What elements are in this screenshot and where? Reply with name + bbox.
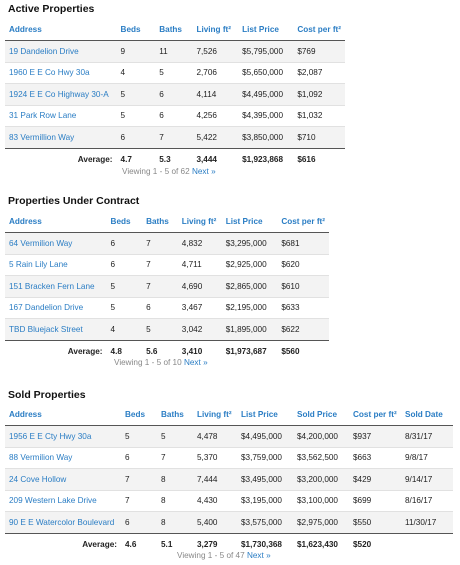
baths-cell: 6 (155, 84, 192, 106)
address-link[interactable]: 90 E E Watercolor Boulevard (5, 512, 121, 534)
next-page-link[interactable]: Next » (183, 358, 208, 367)
address-link[interactable]: 167 Dandelion Drive (5, 297, 107, 319)
cost-per-ft-cell: $610 (277, 276, 329, 298)
contract-pagination (114, 358, 208, 367)
living-cell: 5,422 (192, 127, 238, 149)
cost-per-ft-cell: $663 (349, 447, 401, 469)
cost-per-ft-cell: $633 (277, 297, 329, 319)
sold-price-cell: $2,975,000 (293, 512, 349, 534)
column-header-baths[interactable]: Baths (142, 210, 178, 233)
address-link[interactable]: 83 Vermillion Way (5, 127, 117, 149)
list-price-cell: $3,759,000 (237, 447, 293, 469)
average-baths: 5.3 (159, 155, 171, 164)
column-header-cost-per-ft[interactable]: Cost per ft² (349, 403, 401, 426)
beds-cell: 5 (107, 297, 143, 319)
viewing-count: Viewing 1 - 5 of 62 (122, 167, 190, 176)
sold-price-cell: $3,200,000 (293, 469, 349, 491)
table-row (5, 233, 329, 255)
active-pagination (122, 167, 216, 176)
living-cell: 5,400 (193, 512, 237, 534)
cost-per-ft-cell: $620 (277, 254, 329, 276)
table-row (5, 84, 345, 106)
beds-cell: 6 (117, 127, 156, 149)
cost-per-ft-cell: $2,087 (293, 62, 345, 84)
list-price-cell: $1,895,000 (222, 319, 278, 341)
column-header-living[interactable]: Living ft² (193, 403, 237, 426)
average-label: Average: (77, 155, 113, 164)
average-sold-date (401, 533, 453, 556)
living-cell: 4,114 (192, 84, 238, 106)
address-link[interactable]: 209 Western Lake Drive (5, 490, 121, 512)
living-cell: 4,690 (178, 276, 222, 298)
sold-pagination (177, 551, 271, 560)
column-header-address[interactable]: Address (5, 210, 107, 233)
address-link[interactable]: TBD Bluejack Street (5, 319, 107, 341)
column-header-baths[interactable]: Baths (155, 18, 192, 41)
list-price-cell: $3,850,000 (238, 127, 293, 149)
beds-cell: 5 (117, 84, 156, 106)
address-link[interactable]: 1924 E E Co Highway 30-A (5, 84, 117, 106)
column-header-address[interactable]: Address (5, 18, 117, 41)
average-beds: 4.7 (120, 155, 132, 164)
next-page-link[interactable]: Next » (191, 167, 216, 176)
table-row (5, 127, 345, 149)
sold-properties-title: Sold Properties (8, 389, 86, 401)
sold-date-cell: 11/30/17 (401, 512, 453, 534)
beds-cell: 6 (107, 254, 143, 276)
baths-cell: 6 (155, 105, 192, 127)
table-row (5, 41, 345, 63)
column-header-sold-price[interactable]: Sold Price (293, 403, 349, 426)
list-price-cell: $2,195,000 (222, 297, 278, 319)
address-link[interactable]: 1960 E E Co Hwy 30a (5, 62, 117, 84)
average-baths: 5.6 (146, 347, 158, 356)
table-row (5, 254, 329, 276)
baths-cell: 7 (142, 276, 178, 298)
baths-cell: 6 (142, 297, 178, 319)
active-properties-title: Active Properties (8, 3, 95, 15)
baths-cell: 7 (157, 447, 193, 469)
table-row (5, 62, 345, 84)
viewing-count: Viewing 1 - 5 of 47 (177, 551, 245, 560)
column-header-living[interactable]: Living ft² (178, 210, 222, 233)
living-cell: 4,711 (178, 254, 222, 276)
list-price-cell: $4,495,000 (238, 84, 293, 106)
average-cost-per-ft: $560 (281, 347, 300, 356)
sold-date-cell: 9/14/17 (401, 469, 453, 491)
baths-cell: 5 (142, 319, 178, 341)
living-cell: 3,467 (178, 297, 222, 319)
beds-cell: 4 (107, 319, 143, 341)
baths-cell: 5 (155, 62, 192, 84)
average-cost-per-ft: $520 (353, 540, 372, 549)
list-price-cell: $2,865,000 (222, 276, 278, 298)
table-header-row (5, 403, 453, 426)
living-cell: 5,370 (193, 447, 237, 469)
baths-cell: 8 (157, 469, 193, 491)
column-header-beds[interactable]: Beds (117, 18, 156, 41)
beds-cell: 4 (117, 62, 156, 84)
column-header-living[interactable]: Living ft² (192, 18, 238, 41)
baths-cell: 7 (142, 233, 178, 255)
average-label: Average: (82, 540, 117, 549)
baths-cell: 7 (142, 254, 178, 276)
average-label: Average: (67, 347, 103, 356)
sold-date-cell: 8/16/17 (401, 490, 453, 512)
column-header-cost-per-ft[interactable]: Cost per ft² (293, 18, 345, 41)
sold-date-cell: 8/31/17 (401, 426, 453, 448)
column-header-list-price[interactable]: List Price (238, 18, 293, 41)
average-living: 3,279 (197, 540, 218, 549)
address-link[interactable]: 64 Vermilion Way (5, 233, 107, 255)
table-row (5, 319, 329, 341)
list-price-cell: $4,495,000 (237, 426, 293, 448)
average-beds: 4.6 (125, 540, 137, 549)
list-price-cell: $5,795,000 (238, 41, 293, 63)
beds-cell: 6 (107, 233, 143, 255)
living-cell: 4,832 (178, 233, 222, 255)
sold-properties-table (5, 403, 453, 556)
living-cell: 4,256 (192, 105, 238, 127)
sold-date-cell: 9/8/17 (401, 447, 453, 469)
address-link[interactable]: 31 Park Row Lane (5, 105, 117, 127)
list-price-cell: $2,925,000 (222, 254, 278, 276)
address-link[interactable]: 24 Cove Hollow (5, 469, 121, 491)
cost-per-ft-cell: $769 (293, 41, 345, 63)
list-price-cell: $3,295,000 (222, 233, 278, 255)
sold-price-cell: $4,200,000 (293, 426, 349, 448)
average-beds: 4.8 (110, 347, 122, 356)
baths-cell: 8 (157, 512, 193, 534)
average-living: 3,410 (181, 347, 203, 356)
cost-per-ft-cell: $1,092 (293, 84, 345, 106)
average-list-price: $1,973,687 (225, 347, 267, 356)
cost-per-ft-cell: $699 (349, 490, 401, 512)
column-header-address[interactable]: Address (5, 403, 121, 426)
living-cell: 2,706 (192, 62, 238, 84)
beds-cell: 5 (107, 276, 143, 298)
list-price-cell: $3,575,000 (237, 512, 293, 534)
baths-cell: 11 (155, 41, 192, 63)
table-row (5, 276, 329, 298)
average-list-price: $1,923,868 (242, 155, 284, 164)
table-row (5, 105, 345, 127)
table-row (5, 297, 329, 319)
living-cell: 7,444 (193, 469, 237, 491)
column-header-sold-date[interactable]: Sold Date (401, 403, 453, 426)
beds-cell: 6 (121, 512, 157, 534)
column-header-list-price[interactable]: List Price (237, 403, 293, 426)
address-link[interactable]: 151 Bracken Fern Lane (5, 276, 107, 298)
active-properties-table (5, 18, 345, 171)
average-list-price: $1,730,368 (241, 540, 282, 549)
cost-per-ft-cell: $681 (277, 233, 329, 255)
table-row (5, 490, 453, 512)
baths-cell: 8 (157, 490, 193, 512)
table-row (5, 447, 453, 469)
beds-cell: 9 (117, 41, 156, 63)
next-page-link[interactable]: Next » (246, 551, 271, 560)
column-header-beds[interactable]: Beds (107, 210, 143, 233)
average-living: 3,444 (196, 155, 217, 164)
living-cell: 4,430 (193, 490, 237, 512)
list-price-cell: $3,195,000 (237, 490, 293, 512)
under-contract-table (5, 210, 329, 363)
table-row (5, 469, 453, 491)
address-link[interactable]: 19 Dandelion Drive (5, 41, 117, 63)
cost-per-ft-cell: $429 (349, 469, 401, 491)
list-price-cell: $3,495,000 (237, 469, 293, 491)
list-price-cell: $5,650,000 (238, 62, 293, 84)
column-header-list-price[interactable]: List Price (222, 210, 278, 233)
living-cell: 4,478 (193, 426, 237, 448)
address-link[interactable]: 1956 E E Cty Hwy 30a (5, 426, 121, 448)
table-row (5, 512, 453, 534)
cost-per-ft-cell: $1,032 (293, 105, 345, 127)
address-link[interactable]: 5 Rain Lily Lane (5, 254, 107, 276)
cost-per-ft-cell: $550 (349, 512, 401, 534)
cost-per-ft-cell: $710 (293, 127, 345, 149)
cost-per-ft-cell: $937 (349, 426, 401, 448)
beds-cell: 6 (121, 447, 157, 469)
column-header-baths[interactable]: Baths (157, 403, 193, 426)
living-cell: 7,526 (192, 41, 238, 63)
beds-cell: 7 (121, 490, 157, 512)
column-header-beds[interactable]: Beds (121, 403, 157, 426)
baths-cell: 7 (155, 127, 192, 149)
viewing-count: Viewing 1 - 5 of 10 (114, 358, 182, 367)
average-baths: 5.1 (161, 540, 173, 549)
average-cost-per-ft: $616 (297, 155, 316, 164)
under-contract-title: Properties Under Contract (8, 195, 140, 207)
cost-per-ft-cell: $622 (277, 319, 329, 341)
sold-price-cell: $3,562,500 (293, 447, 349, 469)
living-cell: 3,042 (178, 319, 222, 341)
table-row (5, 426, 453, 448)
beds-cell: 5 (121, 426, 157, 448)
list-price-cell: $4,395,000 (238, 105, 293, 127)
table-header-row (5, 210, 329, 233)
beds-cell: 7 (121, 469, 157, 491)
beds-cell: 5 (117, 105, 156, 127)
table-header-row (5, 18, 345, 41)
baths-cell: 5 (157, 426, 193, 448)
sold-price-cell: $3,100,000 (293, 490, 349, 512)
address-link[interactable]: 88 Vermilion Way (5, 447, 121, 469)
average-sold-price: $1,623,430 (297, 540, 338, 549)
column-header-cost-per-ft[interactable]: Cost per ft² (277, 210, 329, 233)
